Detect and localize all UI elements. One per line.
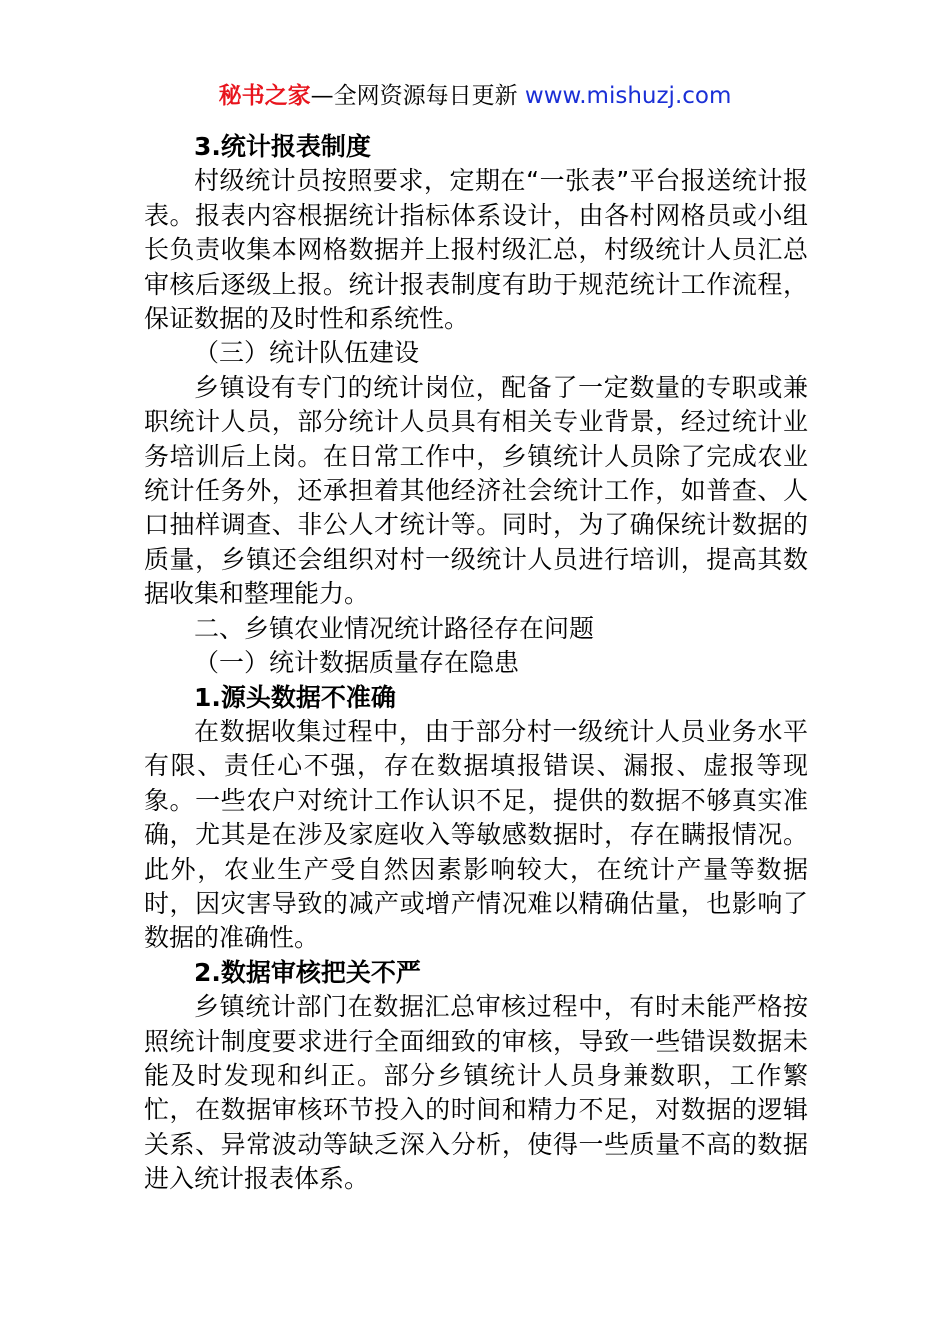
section-heading-statistics-report-system: 3.统计报表制度	[194, 132, 371, 161]
subsection-heading-data-quality: （一）统计数据质量存在隐患	[194, 648, 520, 678]
section-heading-source-data: 1.源头数据不准确	[194, 682, 396, 712]
page-header	[0, 80, 950, 112]
document-body	[144, 130, 808, 1197]
paragraph-source-data: 在数据收集过程中，由于部分村一级统计人员业务水平有限、责任心不强，存在数据填报错误、漏报、虚报等现象。一些农户对统计工作认识不足，提供的数据不够真实准确，尤其是在涉及家庭收入等敏感数据时，存在瞒报情况。此外，农业生产受自然因素影响较大，在统计产量等数据时，因灾害导致的减产或增产情况难以精确估量，也影响了数据的准确性。	[144, 716, 808, 953]
chapter-heading-problems: 二、乡镇农业情况统计路径存在问题	[194, 613, 595, 643]
paragraph-report-system: 村级统计员按照要求，定期在“一张表”平台报送统计报表。报表内容根据统计指标体系设计，由各村网格员或小组长负责收集本网格数据并上报村级汇总，村级统计人员汇总审核后逐级上报。统计报表制度有助于规范统计工作流程，保证数据的及时性和系统性。	[144, 166, 808, 334]
subsection-heading-team-building: （三）统计队伍建设	[194, 338, 420, 368]
header-brand: 秘书之家	[218, 83, 311, 109]
paragraph-data-review: 乡镇统计部门在数据汇总审核过程中，有时未能严格按照统计制度要求进行全面细致的审核，导致一些错误数据未能及时发现和纠正。部分乡镇统计人员身兼数职，工作繁忙，在数据审核环节投入的时间和精力不足，对数据的逻辑关系、异常波动等缺乏深入分析，使得一些质量不高的数据进入统计报表体系。	[144, 992, 808, 1194]
header-url-link[interactable]: www.mishuzj.com	[524, 83, 732, 109]
section-heading-data-review: 2.数据审核把关不严	[194, 957, 421, 987]
header-slogan: —全网资源每日更新	[310, 83, 525, 109]
paragraph-team-building: 乡镇设有专门的统计岗位，配备了一定数量的专职或兼职统计人员，部分统计人员具有相关专业背景，经过统计业务培训后上岗。在日常工作中，乡镇统计人员除了完成农业统计任务外，还承担着其他经济社会统计工作，如普查、人口抽样调查、非公人才统计等。同时，为了确保统计数据的质量，乡镇还会组织对村一级统计人员进行培训，提高其数据收集和整理能力。	[144, 372, 808, 609]
